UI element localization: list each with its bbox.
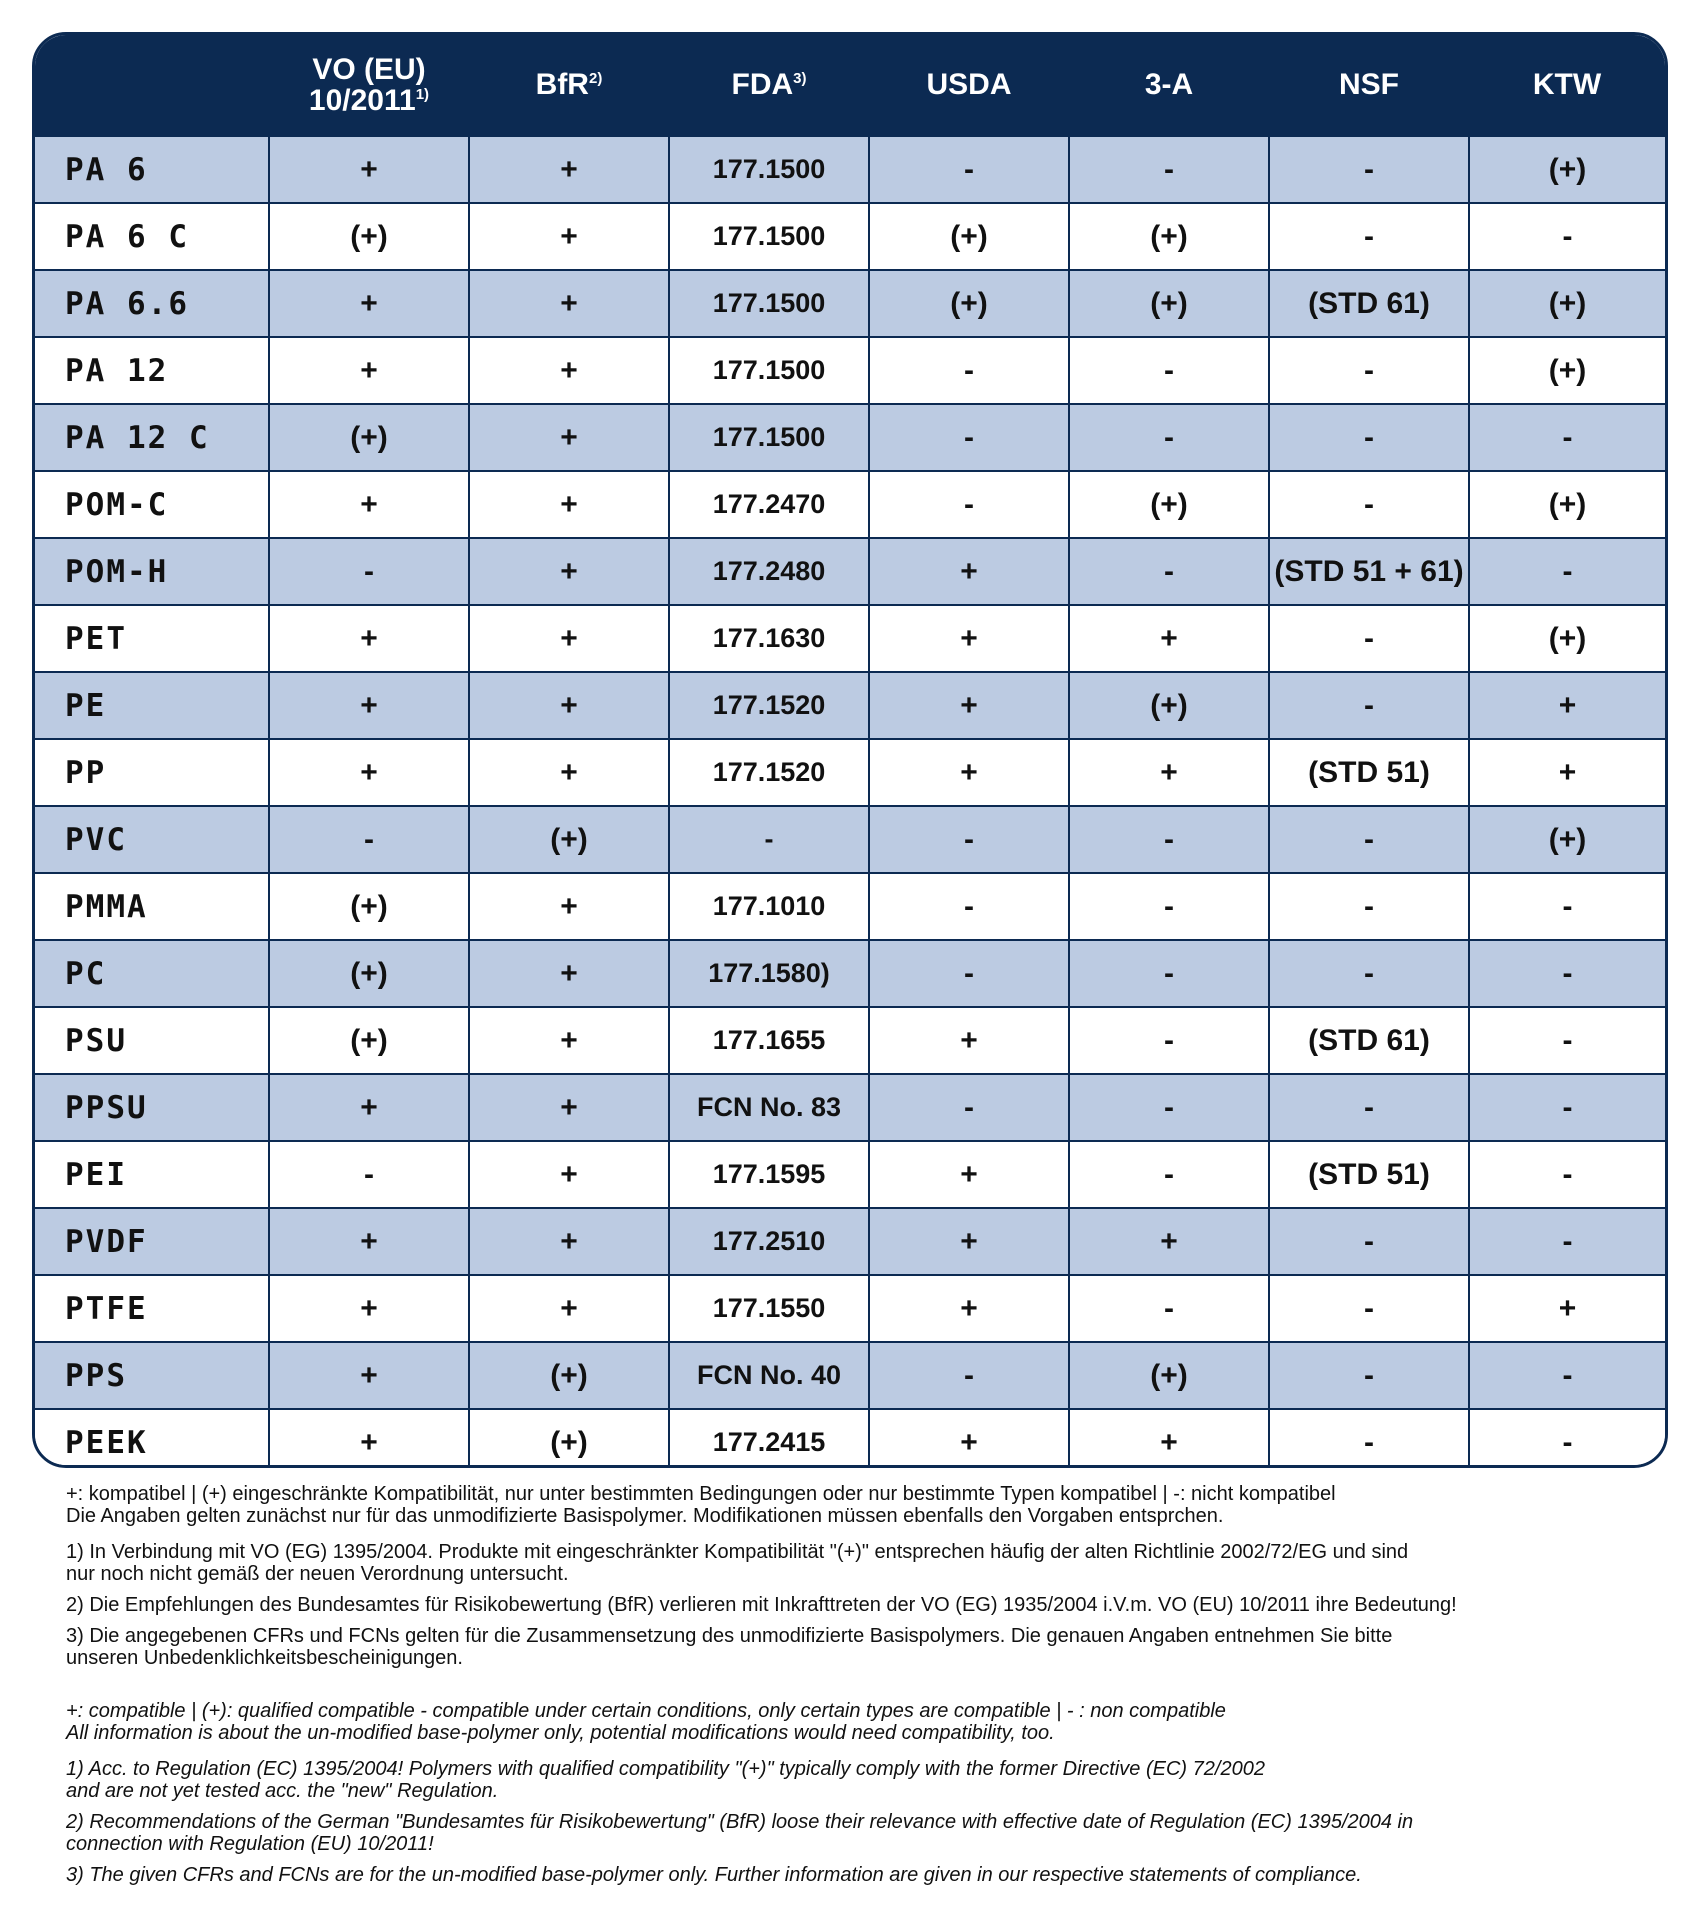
cell-fda: 177.2415 bbox=[669, 1409, 869, 1468]
cell-material: POM-H bbox=[35, 538, 269, 605]
cell-fda: 177.2510 bbox=[669, 1208, 869, 1275]
legend-de: +: kompatibel | (+) eingeschränkte Kompatibilität, nur unter bestimmten Bedingungen oder nur bestimmte Typen kompatibel | -: nicht kompatibel bbox=[66, 1483, 1336, 1505]
cell-fda: 177.1520 bbox=[669, 739, 869, 806]
table-row bbox=[35, 672, 1665, 739]
cell-3a: - bbox=[1069, 806, 1269, 873]
cell-usda: - bbox=[869, 337, 1069, 404]
cell-bfr: + bbox=[469, 605, 669, 672]
cell-bfr: + bbox=[469, 1208, 669, 1275]
cell-fda: 177.1500 bbox=[669, 404, 869, 471]
cell-nsf: - bbox=[1269, 471, 1469, 538]
cell-nsf: - bbox=[1269, 203, 1469, 270]
table-row bbox=[35, 940, 1665, 1007]
header-usda: USDA bbox=[869, 35, 1069, 136]
cell-material: PE bbox=[35, 672, 269, 739]
cell-bfr: + bbox=[469, 1074, 669, 1141]
notes-german bbox=[66, 1483, 1646, 1669]
cell-vo-eu: - bbox=[269, 806, 469, 873]
footnote-2-de: 2) Die Empfehlungen des Bundesamtes für Risikobewertung (BfR) verlieren mit Inkrafttreten der VO (EG) 1935/2004 i.V.m. VO (EU) 10/2011 ihre Bedeutung! bbox=[66, 1594, 1457, 1616]
cell-nsf: (STD 51) bbox=[1269, 1141, 1469, 1208]
notes-english bbox=[66, 1700, 1646, 1886]
cell-nsf: - bbox=[1269, 1409, 1469, 1468]
cell-3a: (+) bbox=[1069, 270, 1269, 337]
cell-material: PPSU bbox=[35, 1074, 269, 1141]
cell-fda: 177.1010 bbox=[669, 873, 869, 940]
cell-ktw: (+) bbox=[1469, 270, 1665, 337]
footnote-3-en: 3) The given CFRs and FCNs are for the un-modified base-polymer only. Further information are given in our respective statements of compliance. bbox=[66, 1864, 1362, 1886]
table-row bbox=[35, 873, 1665, 940]
cell-usda: - bbox=[869, 806, 1069, 873]
cell-usda: (+) bbox=[869, 270, 1069, 337]
header-bfr: BfR$^{2)}$ bbox=[469, 35, 669, 136]
cell-3a: (+) bbox=[1069, 672, 1269, 739]
cell-nsf: (STD 61) bbox=[1269, 1007, 1469, 1074]
cell-nsf: - bbox=[1269, 1208, 1469, 1275]
cell-bfr: + bbox=[469, 404, 669, 471]
table-row bbox=[35, 203, 1665, 270]
cell-material: PA 6.6 bbox=[35, 270, 269, 337]
cell-material: PVDF bbox=[35, 1208, 269, 1275]
header-3a: 3-A bbox=[1069, 35, 1269, 136]
footnote-1-en: 1) Acc. to Regulation (EC) 1395/2004! Polymers with qualified compatibility "(+)" typically comply with the former Directive (EC) 72/2002 bbox=[66, 1758, 1265, 1780]
table-row bbox=[35, 538, 1665, 605]
cell-nsf: (STD 51 + 61) bbox=[1269, 538, 1469, 605]
table-row bbox=[35, 270, 1665, 337]
cell-fda: 177.1630 bbox=[669, 605, 869, 672]
cell-material: PEEK bbox=[35, 1409, 269, 1468]
cell-bfr: + bbox=[469, 672, 669, 739]
cell-vo-eu: + bbox=[269, 1208, 469, 1275]
cell-fda: 177.1655 bbox=[669, 1007, 869, 1074]
cell-bfr: + bbox=[469, 270, 669, 337]
cell-ktw: - bbox=[1469, 1409, 1665, 1468]
cell-nsf: (STD 51) bbox=[1269, 739, 1469, 806]
cell-3a: - bbox=[1069, 1007, 1269, 1074]
table-row bbox=[35, 1342, 1665, 1409]
cell-fda: 177.2470 bbox=[669, 471, 869, 538]
cell-bfr: + bbox=[469, 1141, 669, 1208]
cell-vo-eu: + bbox=[269, 605, 469, 672]
cell-vo-eu: - bbox=[269, 538, 469, 605]
table-row bbox=[35, 1208, 1665, 1275]
cell-fda: 177.1520 bbox=[669, 672, 869, 739]
cell-vo-eu: (+) bbox=[269, 404, 469, 471]
cell-ktw: - bbox=[1469, 1208, 1665, 1275]
cell-fda: 177.2480 bbox=[669, 538, 869, 605]
cell-usda: + bbox=[869, 538, 1069, 605]
cell-usda: + bbox=[869, 1275, 1069, 1342]
cell-material: PTFE bbox=[35, 1275, 269, 1342]
table-row bbox=[35, 1141, 1665, 1208]
cell-3a: - bbox=[1069, 1275, 1269, 1342]
cell-fda: FCN No. 40 bbox=[669, 1342, 869, 1409]
footnote-2-en: 2) Recommendations of the German "Bundesamtes für Risikobewertung" (BfR) loose their relevance with effective date of Regulation (EC) 1395/2004 in bbox=[66, 1811, 1414, 1833]
cell-usda: - bbox=[869, 136, 1069, 203]
table-row bbox=[35, 1275, 1665, 1342]
cell-ktw: + bbox=[1469, 739, 1665, 806]
cell-ktw: - bbox=[1469, 1342, 1665, 1409]
cell-bfr: + bbox=[469, 203, 669, 270]
table-row bbox=[35, 605, 1665, 672]
cell-nsf: - bbox=[1269, 136, 1469, 203]
cell-ktw: + bbox=[1469, 672, 1665, 739]
cell-3a: - bbox=[1069, 538, 1269, 605]
table-row bbox=[35, 806, 1665, 873]
header-fda: FDA$^{3)}$ bbox=[669, 35, 869, 136]
table-row bbox=[35, 739, 1665, 806]
cell-3a: + bbox=[1069, 605, 1269, 672]
cell-material: PET bbox=[35, 605, 269, 672]
table-row bbox=[35, 1074, 1665, 1141]
cell-bfr: + bbox=[469, 873, 669, 940]
cell-usda: + bbox=[869, 739, 1069, 806]
cell-material: PA 6 bbox=[35, 136, 269, 203]
cell-ktw: - bbox=[1469, 538, 1665, 605]
cell-nsf: - bbox=[1269, 806, 1469, 873]
footnote-1-en-cont: and are not yet tested acc. the "new" Regulation. bbox=[66, 1780, 499, 1802]
cell-bfr: (+) bbox=[469, 1409, 669, 1468]
cell-bfr: + bbox=[469, 940, 669, 1007]
cell-bfr: + bbox=[469, 538, 669, 605]
cell-ktw: + bbox=[1469, 1275, 1665, 1342]
cell-nsf: - bbox=[1269, 1342, 1469, 1409]
cell-vo-eu: (+) bbox=[269, 1007, 469, 1074]
footnote-3-de-cont: unseren Unbedenklichkeitsbescheinigungen. bbox=[66, 1647, 463, 1669]
cell-usda: - bbox=[869, 1342, 1069, 1409]
cell-3a: - bbox=[1069, 940, 1269, 1007]
cell-nsf: - bbox=[1269, 672, 1469, 739]
cell-fda: 177.1500 bbox=[669, 337, 869, 404]
cell-ktw: - bbox=[1469, 203, 1665, 270]
cell-vo-eu: + bbox=[269, 1074, 469, 1141]
cell-nsf: - bbox=[1269, 1074, 1469, 1141]
cell-vo-eu: (+) bbox=[269, 203, 469, 270]
cell-bfr: (+) bbox=[469, 806, 669, 873]
cell-material: PP bbox=[35, 739, 269, 806]
cell-nsf: (STD 61) bbox=[1269, 270, 1469, 337]
cell-bfr: + bbox=[469, 337, 669, 404]
cell-vo-eu: + bbox=[269, 672, 469, 739]
cell-ktw: (+) bbox=[1469, 471, 1665, 538]
scope-en: All information is about the un-modified base-polymer only, potential modifications would need compatibility, too. bbox=[66, 1722, 1055, 1744]
table-row bbox=[35, 471, 1665, 538]
cell-nsf: - bbox=[1269, 404, 1469, 471]
cell-bfr: + bbox=[469, 471, 669, 538]
footnote-3-de: 3) Die angegebenen CFRs und FCNs gelten für die Zusammensetzung des unmodifizierte Basispolymers. Die genauen Angaben entnehmen Sie bitte bbox=[66, 1625, 1393, 1647]
table-row bbox=[35, 337, 1665, 404]
cell-vo-eu: + bbox=[269, 1409, 469, 1468]
cell-usda: + bbox=[869, 1208, 1069, 1275]
cell-vo-eu: + bbox=[269, 1342, 469, 1409]
cell-nsf: - bbox=[1269, 940, 1469, 1007]
cell-bfr: (+) bbox=[469, 1342, 669, 1409]
cell-fda: 177.1595 bbox=[669, 1141, 869, 1208]
cell-3a: (+) bbox=[1069, 1342, 1269, 1409]
cell-ktw: - bbox=[1469, 1074, 1665, 1141]
header-ktw: KTW bbox=[1469, 35, 1665, 136]
cell-3a: - bbox=[1069, 1141, 1269, 1208]
cell-material: PVC bbox=[35, 806, 269, 873]
cell-usda: + bbox=[869, 605, 1069, 672]
cell-material: PA 12 C bbox=[35, 404, 269, 471]
cell-ktw: (+) bbox=[1469, 605, 1665, 672]
legend-en: +: compatible | (+): qualified compatible - compatible under certain conditions, only certain types are compatible | - : non compatible bbox=[66, 1700, 1226, 1722]
footnote-1-de-cont: nur noch nicht gemäß der neuen Verordnung untersucht. bbox=[66, 1563, 569, 1585]
cell-nsf: - bbox=[1269, 1275, 1469, 1342]
cell-ktw: (+) bbox=[1469, 136, 1665, 203]
cell-vo-eu: + bbox=[269, 471, 469, 538]
cell-ktw: - bbox=[1469, 940, 1665, 1007]
cell-material: PC bbox=[35, 940, 269, 1007]
cell-usda: (+) bbox=[869, 203, 1069, 270]
header-nsf: NSF bbox=[1269, 35, 1469, 136]
cell-usda: + bbox=[869, 1007, 1069, 1074]
cell-material: PA 6 C bbox=[35, 203, 269, 270]
cell-usda: - bbox=[869, 404, 1069, 471]
cell-3a: - bbox=[1069, 404, 1269, 471]
cell-usda: + bbox=[869, 1141, 1069, 1208]
cell-bfr: + bbox=[469, 739, 669, 806]
scope-de: Die Angaben gelten zunächst nur für das unmodifizierte Basispolymer. Modifikationen müssen ebenfalls den Vorgaben entsprchen. bbox=[66, 1505, 1224, 1527]
cell-material: PEI bbox=[35, 1141, 269, 1208]
food-contact-compliance-table bbox=[35, 35, 1665, 1468]
cell-usda: + bbox=[869, 672, 1069, 739]
cell-material: PA 12 bbox=[35, 337, 269, 404]
cell-ktw: - bbox=[1469, 404, 1665, 471]
header-material bbox=[35, 35, 269, 136]
cell-usda: - bbox=[869, 940, 1069, 1007]
cell-vo-eu: + bbox=[269, 1275, 469, 1342]
cell-vo-eu: + bbox=[269, 739, 469, 806]
cell-vo-eu: + bbox=[269, 337, 469, 404]
cell-3a: + bbox=[1069, 1409, 1269, 1468]
cell-ktw: (+) bbox=[1469, 337, 1665, 404]
cell-usda: - bbox=[869, 471, 1069, 538]
cell-vo-eu: + bbox=[269, 136, 469, 203]
table-body bbox=[35, 136, 1665, 1468]
table-row bbox=[35, 136, 1665, 203]
cell-vo-eu: + bbox=[269, 270, 469, 337]
cell-material: PMMA bbox=[35, 873, 269, 940]
cell-usda: - bbox=[869, 1074, 1069, 1141]
cell-ktw: (+) bbox=[1469, 806, 1665, 873]
cell-fda: FCN No. 83 bbox=[669, 1074, 869, 1141]
cell-fda: 177.1500 bbox=[669, 270, 869, 337]
header-vo-eu: VO (EU) 10/2011$^{1)}$ bbox=[269, 35, 469, 136]
cell-material: POM-C bbox=[35, 471, 269, 538]
cell-3a: + bbox=[1069, 739, 1269, 806]
cell-bfr: + bbox=[469, 1007, 669, 1074]
cell-nsf: - bbox=[1269, 873, 1469, 940]
cell-nsf: - bbox=[1269, 337, 1469, 404]
cell-fda: 177.1500 bbox=[669, 203, 869, 270]
cell-3a: - bbox=[1069, 1074, 1269, 1141]
cell-material: PSU bbox=[35, 1007, 269, 1074]
cell-3a: (+) bbox=[1069, 471, 1269, 538]
cell-fda: 177.1550 bbox=[669, 1275, 869, 1342]
footnote-1-de: 1) In Verbindung mit VO (EG) 1395/2004. Produkte mit eingeschränkter Kompatibilität "(+)" entsprechen häufig der alten Richtlinie 2002/72/EG und sind bbox=[66, 1541, 1409, 1563]
cell-3a: - bbox=[1069, 136, 1269, 203]
cell-usda: + bbox=[869, 1409, 1069, 1468]
footnote-2-en-cont: connection with Regulation (EU) 10/2011! bbox=[66, 1833, 434, 1855]
cell-vo-eu: (+) bbox=[269, 940, 469, 1007]
cell-3a: (+) bbox=[1069, 203, 1269, 270]
cell-fda: - bbox=[669, 806, 869, 873]
cell-nsf: - bbox=[1269, 605, 1469, 672]
compliance-table-frame bbox=[32, 32, 1668, 1468]
cell-vo-eu: (+) bbox=[269, 873, 469, 940]
cell-3a: + bbox=[1069, 1208, 1269, 1275]
cell-fda: 177.1580) bbox=[669, 940, 869, 1007]
cell-material: PPS bbox=[35, 1342, 269, 1409]
cell-ktw: - bbox=[1469, 1141, 1665, 1208]
cell-3a: - bbox=[1069, 873, 1269, 940]
cell-bfr: + bbox=[469, 1275, 669, 1342]
cell-usda: - bbox=[869, 873, 1069, 940]
cell-ktw: - bbox=[1469, 1007, 1665, 1074]
cell-ktw: - bbox=[1469, 873, 1665, 940]
cell-fda: 177.1500 bbox=[669, 136, 869, 203]
cell-vo-eu: - bbox=[269, 1141, 469, 1208]
cell-3a: - bbox=[1069, 337, 1269, 404]
table-row bbox=[35, 404, 1665, 471]
cell-bfr: + bbox=[469, 136, 669, 203]
table-row bbox=[35, 1409, 1665, 1468]
table-row bbox=[35, 1007, 1665, 1074]
table-header-row bbox=[35, 35, 1665, 136]
